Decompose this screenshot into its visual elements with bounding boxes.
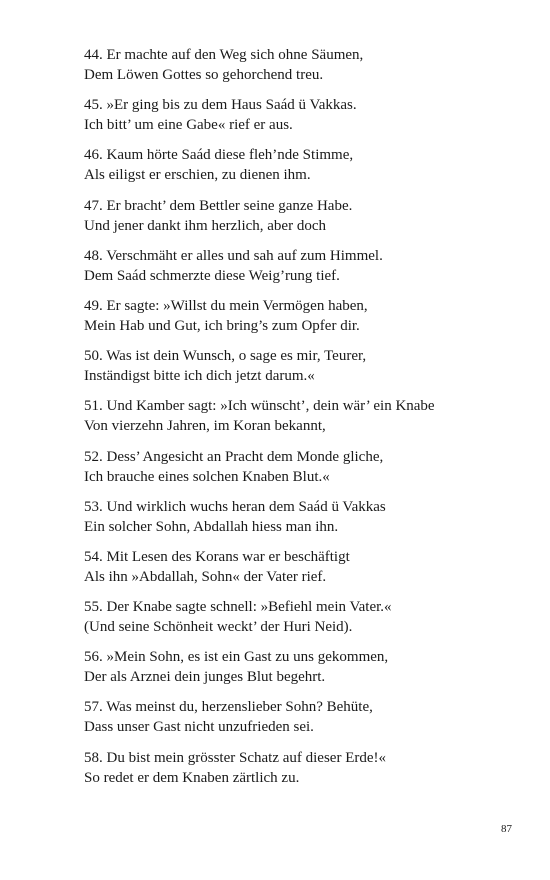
stanza-48 bbox=[84, 246, 504, 286]
stanza-54 bbox=[84, 547, 504, 587]
verse-line: 46. Kaum hörte Saád diese fleh’nde Stimme, bbox=[84, 147, 354, 164]
verse-line: Mein Hab und Gut, ich bring’s zum Opfer dir. bbox=[84, 317, 360, 334]
stanza-53 bbox=[84, 497, 504, 537]
verse-line: (Und seine Schönheit weckt’ der Huri Neid). bbox=[84, 619, 353, 636]
stanza-52 bbox=[84, 447, 504, 487]
stanza-49 bbox=[84, 296, 504, 336]
verse-line: Als ihn »Abdallah, Sohn« der Vater rief. bbox=[84, 568, 327, 585]
verse-line: So redet er dem Knaben zärtlich zu. bbox=[84, 769, 300, 786]
verse-line: 55. Der Knabe sagte schnell: »Befiehl mein Vater.« bbox=[84, 599, 392, 616]
stanza-50 bbox=[84, 346, 504, 386]
verse-line: 57. Was meinst du, herzenslieber Sohn? Behüte, bbox=[84, 699, 373, 716]
verse-line: 52. Dess’ Angesicht an Pracht dem Monde gliche, bbox=[84, 448, 384, 465]
verse-line: Der als Arznei dein junges Blut begehrt. bbox=[84, 669, 326, 686]
stanza-58 bbox=[84, 748, 504, 788]
verse-line: 58. Du bist mein grösster Schatz auf dieser Erde!« bbox=[84, 749, 386, 766]
page-number: 87 bbox=[501, 823, 512, 835]
verse-line: Inständigst bitte ich dich jetzt darum.« bbox=[84, 368, 315, 385]
verse-line: 44. Er machte auf den Weg sich ohne Säumen, bbox=[84, 47, 364, 63]
stanza-45 bbox=[84, 95, 504, 135]
stanza-55 bbox=[84, 597, 504, 637]
verse-line: 49. Er sagte: »Willst du mein Vermögen haben, bbox=[84, 297, 368, 314]
stanza-57 bbox=[84, 697, 504, 737]
verse-line: 56. »Mein Sohn, es ist ein Gast zu uns gekommen, bbox=[84, 649, 389, 666]
verse-line: Von vierzehn Jahren, im Koran bekannt, bbox=[84, 418, 326, 435]
verse-line: Dass unser Gast nicht unzufrieden sei. bbox=[84, 719, 314, 736]
verse-line: 45. »Er ging bis zu dem Haus Saád ü Vakkas. bbox=[84, 97, 357, 114]
stanza-44 bbox=[84, 45, 504, 85]
verse-line: 47. Er bracht’ dem Bettler seine ganze Habe. bbox=[84, 197, 353, 214]
verse-line: 54. Mit Lesen des Korans war er beschäftigt bbox=[84, 548, 350, 565]
verse-line: Ich bitt’ um eine Gabe« rief er aus. bbox=[84, 117, 293, 134]
verse-line: 48. Verschmäht er alles und sah auf zum Himmel. bbox=[84, 247, 383, 264]
verse-line: Dem Saád schmerzte diese Weig’rung tief. bbox=[84, 267, 340, 284]
verse-line: 53. Und wirklich wuchs heran dem Saád ü Vakkas bbox=[84, 498, 386, 515]
verse-list bbox=[84, 45, 504, 798]
stanza-47 bbox=[84, 196, 504, 236]
stanza-51 bbox=[84, 396, 504, 436]
verse-line: 50. Was ist dein Wunsch, o sage es mir, Teurer, bbox=[84, 348, 367, 365]
verse-line: Ich brauche eines solchen Knaben Blut.« bbox=[84, 468, 330, 485]
verse-line: Dem Löwen Gottes so gehorchend treu. bbox=[84, 67, 324, 83]
verse-line: Als eiligst er erschien, zu dienen ihm. bbox=[84, 167, 311, 184]
verse-line: Und jener dankt ihm herzlich, aber doch bbox=[84, 217, 326, 234]
stanza-46 bbox=[84, 145, 504, 185]
verse-line: Ein solcher Sohn, Abdallah hiess man ihn. bbox=[84, 518, 339, 535]
stanza-56 bbox=[84, 647, 504, 687]
verse-line: 51. Und Kamber sagt: »Ich wünscht’, dein wär’ ein Knabe bbox=[84, 398, 435, 415]
